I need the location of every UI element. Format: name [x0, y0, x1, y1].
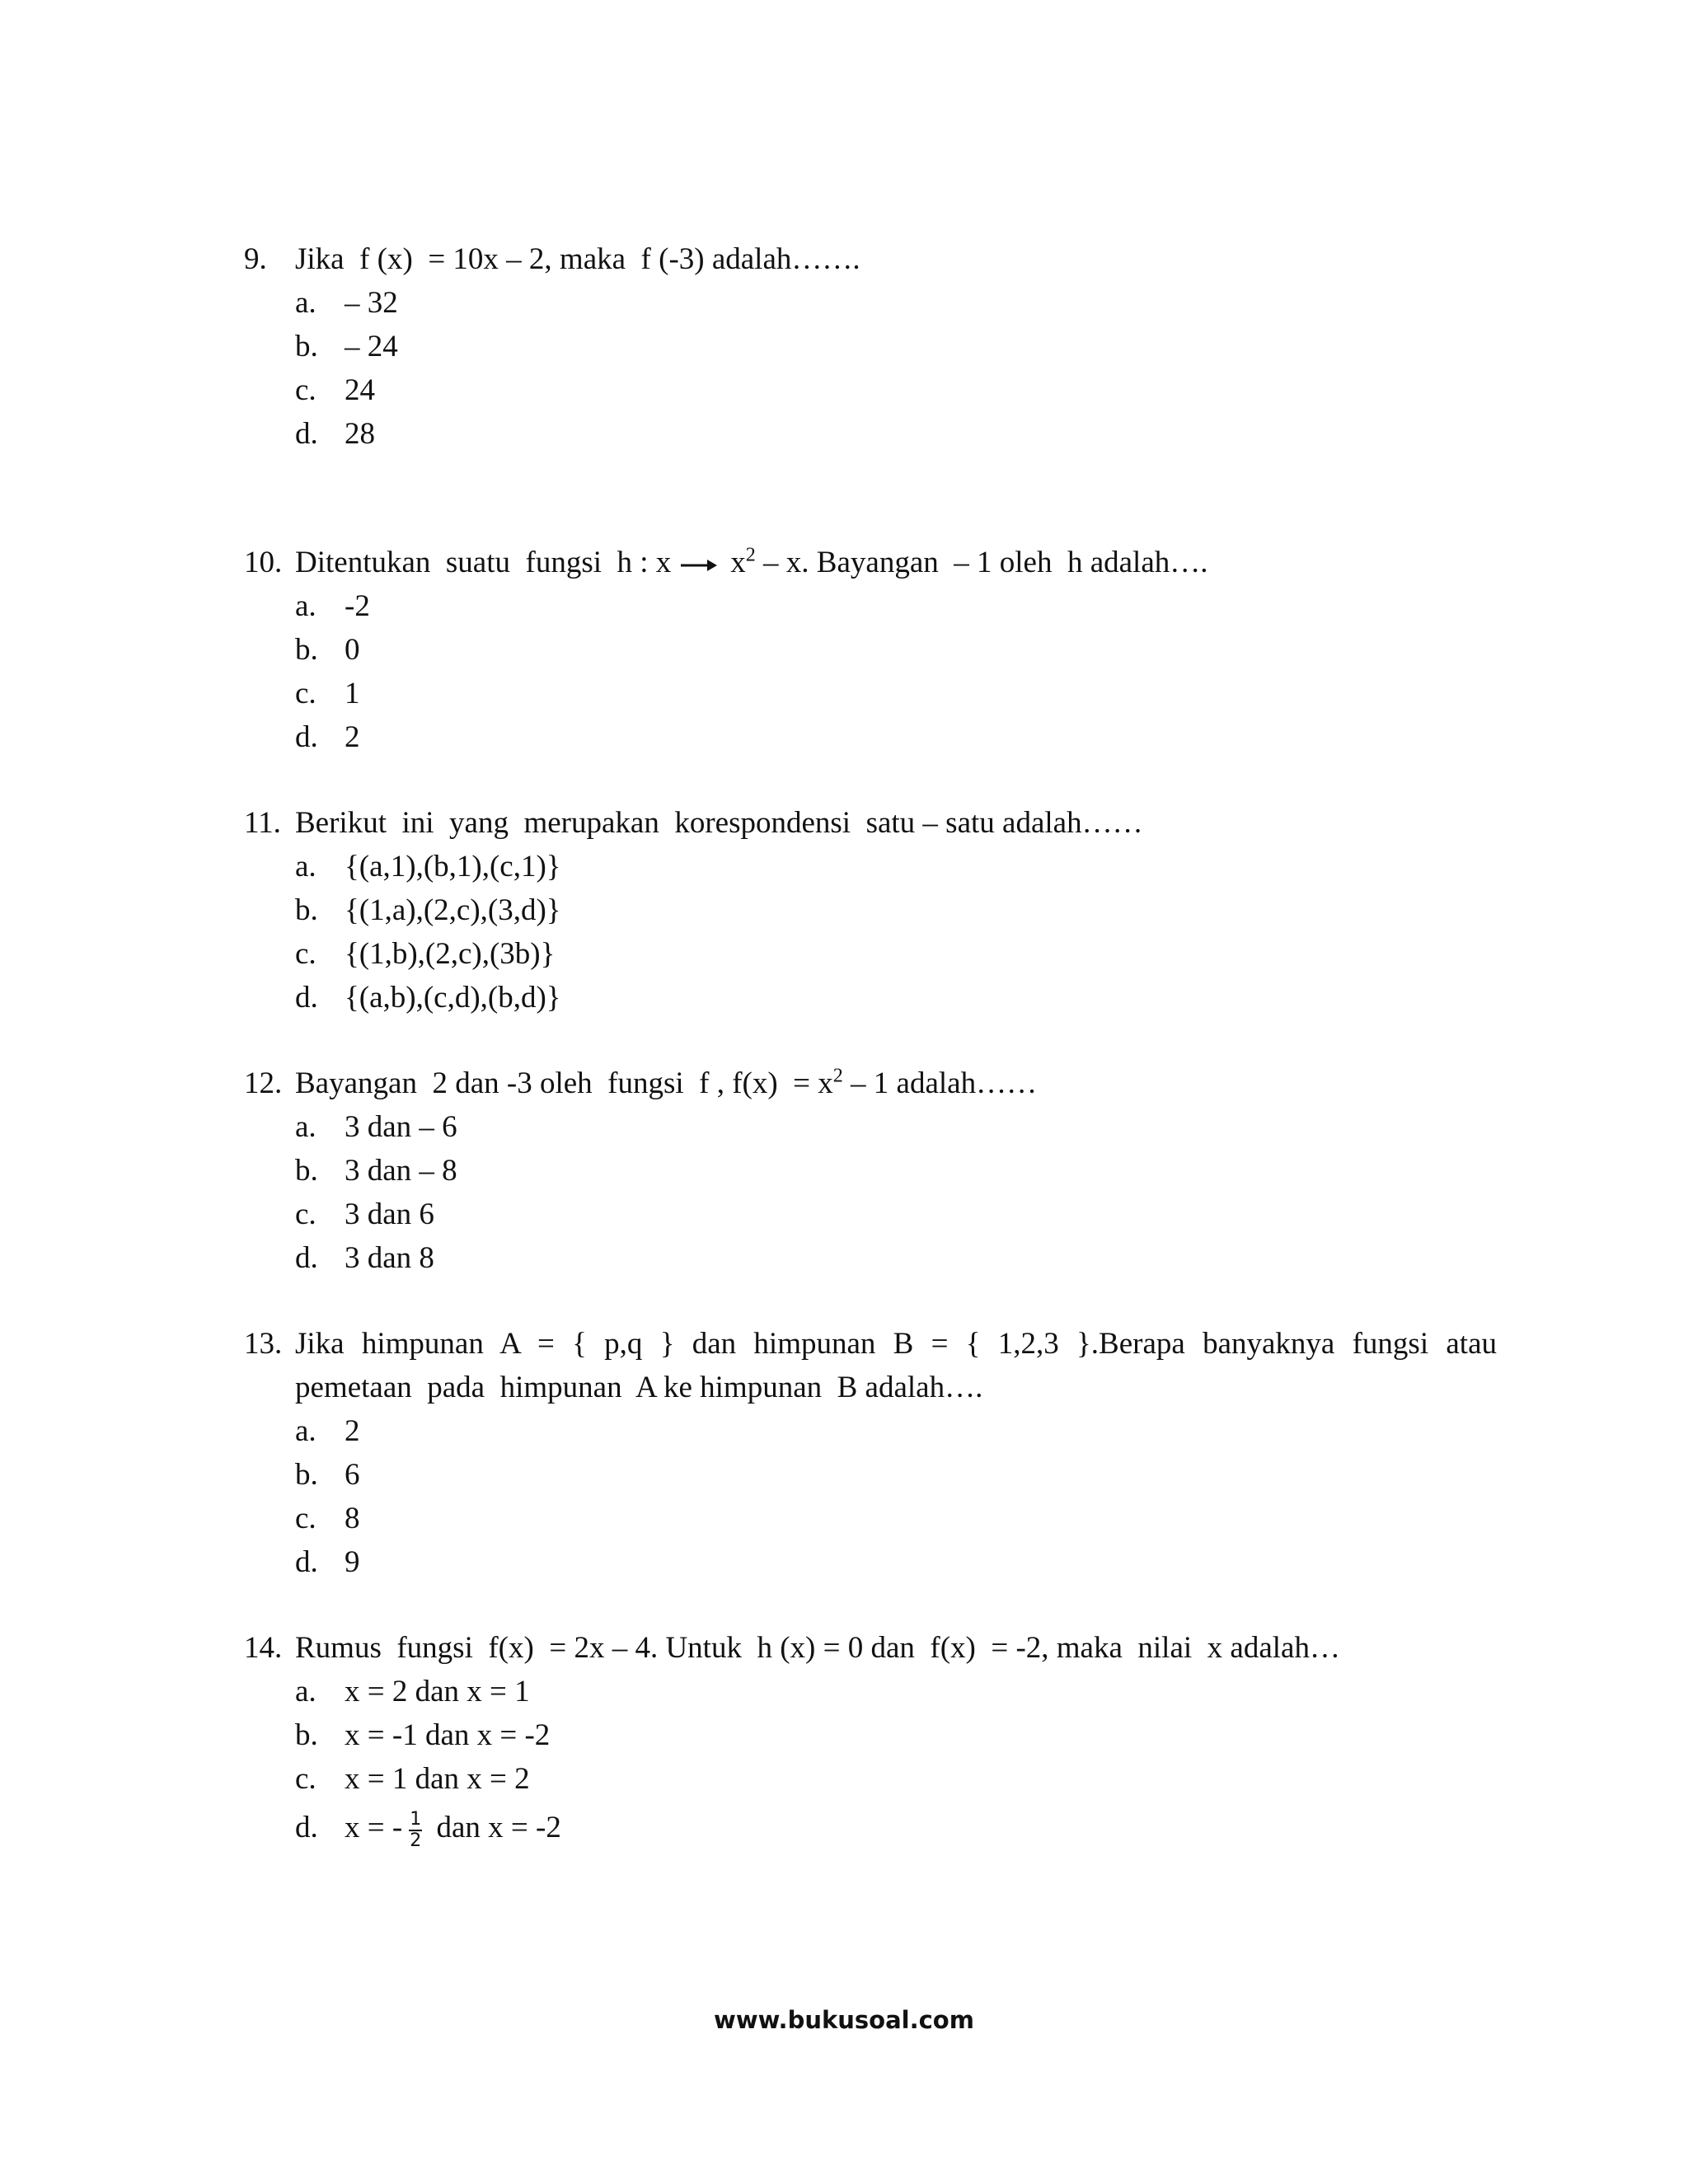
question-number: 10. — [244, 546, 283, 579]
option-text-before: x = - — [345, 1811, 403, 1844]
fraction-numerator: 1 — [410, 1808, 422, 1830]
question-text: Jika f (x) = 10x – 2, maka f (-3) adalah……. — [295, 242, 860, 276]
option-letter: b. — [295, 1154, 318, 1188]
question-text-line-2: pemetaan pada himpunan A ke himpunan B adalah…. — [295, 1371, 983, 1404]
option-text — [345, 1806, 561, 1851]
option-letter: c. — [295, 1197, 316, 1231]
arrow-right-icon — [679, 557, 719, 574]
option-a — [244, 281, 1497, 325]
question-text: Berikut ini yang merupakan korespondensi satu – satu adalah…… — [295, 806, 1143, 840]
option-letter: a. — [295, 1675, 316, 1708]
option-text: 6 — [345, 1458, 360, 1492]
option-b — [244, 1713, 1497, 1757]
option-letter: b. — [295, 893, 318, 927]
superscript: 2 — [745, 544, 756, 566]
option-d — [244, 412, 1497, 456]
option-letter: c. — [295, 1762, 316, 1796]
fraction-denominator: 2 — [410, 1830, 422, 1851]
option-list — [244, 845, 1497, 1019]
question-text — [295, 541, 1208, 584]
option-letter: b. — [295, 1718, 318, 1752]
option-a — [244, 845, 1497, 888]
option-list — [244, 281, 1497, 456]
stem-before-arrow: Ditentukan suatu fungsi h : x — [295, 546, 672, 579]
option-d — [244, 1806, 1497, 1851]
question-number: 13. — [244, 1327, 283, 1361]
option-b — [244, 888, 1497, 932]
option-c — [244, 1757, 1497, 1801]
option-b — [244, 628, 1497, 672]
option-a — [244, 1670, 1497, 1713]
option-c — [244, 932, 1497, 976]
option-text: – 24 — [345, 330, 398, 363]
question-11 — [244, 801, 1497, 1019]
option-b — [244, 325, 1497, 368]
option-c — [244, 672, 1497, 715]
stem-after: – 1 adalah…… — [842, 1066, 1038, 1100]
question-text-line-1: Jika himpunan A = { p,q } dan himpunan B = { 1,2,3 }.Berapa banyaknya fungsi atau — [295, 1327, 1497, 1361]
option-letter: a. — [295, 850, 316, 883]
option-d — [244, 976, 1497, 1019]
option-c — [244, 368, 1497, 412]
option-c — [244, 1497, 1497, 1540]
option-letter: c. — [295, 937, 316, 971]
question-stem — [244, 237, 1497, 281]
option-text: 24 — [345, 373, 375, 407]
option-text: 2 — [345, 720, 360, 754]
option-letter: a. — [295, 589, 316, 623]
option-text: x = 2 dan x = 1 — [345, 1675, 530, 1708]
option-letter: d. — [295, 720, 318, 754]
option-text: 2 — [345, 1414, 360, 1448]
option-text: 9 — [345, 1545, 360, 1579]
option-text: 1 — [345, 677, 360, 710]
question-number: 14. — [244, 1631, 283, 1665]
option-text: 0 — [345, 633, 360, 667]
question-text — [295, 1062, 1037, 1105]
option-d — [244, 715, 1497, 759]
option-letter: a. — [295, 1414, 316, 1448]
option-text: {(1,b),(2,c),(3b)} — [345, 937, 556, 971]
question-stem — [244, 1062, 1497, 1105]
option-text: 8 — [345, 1502, 360, 1535]
question-number: 9. — [244, 242, 267, 276]
option-d — [244, 1236, 1497, 1280]
option-text: {(a,b),(c,d),(b,d)} — [345, 981, 561, 1015]
question-text: Rumus fungsi f(x) = 2x – 4. Untuk h (x) = 0 dan f(x) = -2, maka nilai x adalah… — [295, 1631, 1340, 1665]
question-stem — [244, 801, 1497, 845]
option-c — [244, 1193, 1497, 1236]
option-letter: c. — [295, 1502, 316, 1535]
option-letter: a. — [295, 286, 316, 320]
option-d — [244, 1540, 1497, 1584]
option-a — [244, 1409, 1497, 1453]
option-text: 3 dan 8 — [345, 1241, 434, 1275]
footer-website: www.bukusoal.com — [714, 2006, 974, 2034]
option-list — [244, 1670, 1497, 1851]
option-letter: c. — [295, 677, 316, 710]
option-letter: d. — [295, 1811, 318, 1844]
option-letter: d. — [295, 417, 318, 451]
fraction — [409, 1810, 422, 1851]
option-a — [244, 1105, 1497, 1149]
question-stem — [244, 541, 1497, 584]
option-list — [244, 1409, 1497, 1584]
option-letter: d. — [295, 981, 318, 1015]
option-text: x = 1 dan x = 2 — [345, 1762, 530, 1796]
option-letter: c. — [295, 373, 316, 407]
question-number: 12. — [244, 1066, 283, 1100]
option-letter: d. — [295, 1545, 318, 1579]
option-text: {(1,a),(2,c),(3,d)} — [345, 893, 561, 927]
option-b — [244, 1453, 1497, 1497]
question-10 — [244, 541, 1497, 759]
option-text: -2 — [345, 589, 370, 623]
option-list — [244, 1105, 1497, 1280]
option-text-after: dan x = -2 — [429, 1811, 561, 1844]
option-text: – 32 — [345, 286, 398, 320]
question-13 — [244, 1322, 1497, 1584]
option-text: 3 dan 6 — [345, 1197, 434, 1231]
option-text: {(a,1),(b,1),(c,1)} — [345, 850, 561, 883]
stem-before: Bayangan 2 dan -3 oleh fungsi f , f(x) = x — [295, 1066, 833, 1100]
option-letter: b. — [295, 633, 318, 667]
stem-base: x — [730, 546, 746, 579]
option-text: x = -1 dan x = -2 — [345, 1718, 551, 1752]
option-list — [244, 584, 1497, 759]
question-stem — [244, 1322, 1497, 1366]
option-letter: a. — [295, 1110, 316, 1144]
question-number: 11. — [244, 806, 281, 840]
option-letter: b. — [295, 1458, 318, 1492]
question-14 — [244, 1626, 1497, 1851]
option-b — [244, 1149, 1497, 1193]
option-text: 28 — [345, 417, 375, 451]
option-a — [244, 584, 1497, 628]
question-12 — [244, 1062, 1497, 1280]
question-stem — [244, 1626, 1497, 1670]
option-letter: b. — [295, 330, 318, 363]
option-text: 3 dan – 6 — [345, 1110, 457, 1144]
option-text: 3 dan – 8 — [345, 1154, 457, 1188]
stem-after: – x. Bayangan – 1 oleh h adalah…. — [755, 546, 1208, 579]
question-9 — [244, 237, 1497, 456]
option-letter: d. — [295, 1241, 318, 1275]
superscript: 2 — [832, 1065, 843, 1087]
